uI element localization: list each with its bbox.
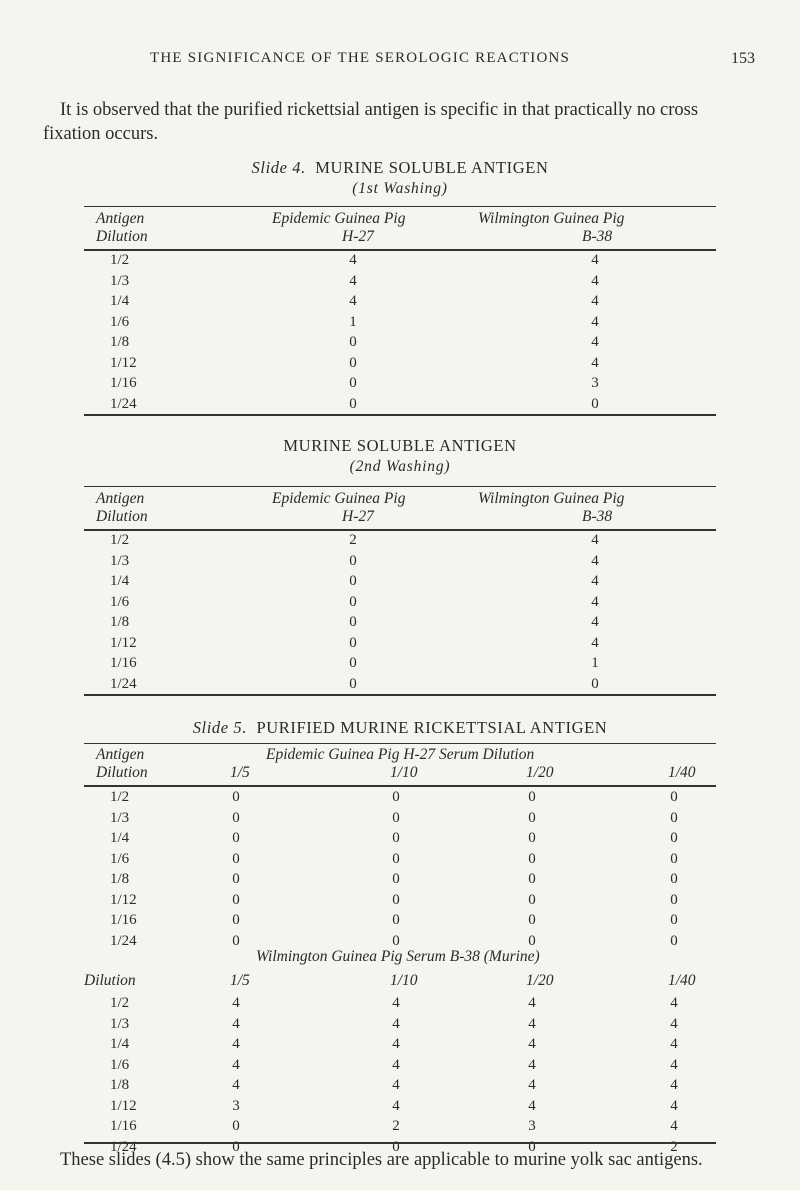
slide4-rule-bottom <box>84 414 716 416</box>
slide5-epidemic-value: 0 <box>392 932 400 949</box>
slide4b-dilution-2: 1/4 <box>110 573 130 589</box>
slide4-dilution-1: 1/3 <box>110 272 130 289</box>
slide4b-col-epidemic-id: H-27 <box>342 508 374 525</box>
slide5-epidemic-value: 0 <box>232 830 240 846</box>
slide5-wilmington-value: 4 <box>232 1077 240 1093</box>
slide4-wilmington-value: 4 <box>591 293 599 309</box>
slide4-dilution-6: 1/16 <box>110 375 137 391</box>
slide4b-wilmington-value: 4 <box>591 552 599 569</box>
slide5-wilmington-value: 0 <box>232 1138 240 1155</box>
slide4b-wilmington-value: 4 <box>591 614 599 630</box>
slide5-serum-dilution-b: 1/40 <box>668 972 696 989</box>
slide5-wilmington-value: 4 <box>232 1036 240 1052</box>
slide4b-epidemic-value: 0 <box>349 593 357 610</box>
slide5-epidemic-value: 0 <box>392 830 400 846</box>
slide5-serum-dilution-a: 1/10 <box>390 764 418 781</box>
slide4-dilution-3: 1/6 <box>110 313 130 330</box>
slide5-wilmington-value: 4 <box>392 1056 400 1073</box>
slide5-epidemic-value: 0 <box>670 912 678 928</box>
intro-paragraph: It is observed that the purified rickettsial antigen is specific in that practically no cross fixation occurs. <box>43 100 699 144</box>
slide5-epidemic-value: 0 <box>232 871 240 887</box>
slide5-epidemic-value: 0 <box>528 850 536 867</box>
slide4b-wilmington-value: 1 <box>591 655 599 671</box>
slide5-epidemic-value: 0 <box>392 912 400 928</box>
slide4b-title: MURINE SOLUBLE ANTIGEN <box>283 436 517 455</box>
slide4-dilution-2: 1/4 <box>110 293 130 309</box>
slide5-epidemic-value: 0 <box>670 850 678 867</box>
slide5-wilmington-value: 4 <box>670 1015 678 1032</box>
slide5-wilmington-value: 4 <box>392 1097 400 1114</box>
slide5-wilmington-heading: Wilmington Guinea Pig Serum B-38 (Murine) <box>256 948 540 965</box>
slide5-dilution-label: Dilution <box>84 972 136 989</box>
slide5-title-text: PURIFIED MURINE RICKETTSIAL ANTIGEN <box>256 718 608 737</box>
slide5-wilmington-dilution-7: 1/24 <box>110 1138 137 1155</box>
slide5-wilmington-dilution-4: 1/8 <box>110 1077 130 1093</box>
slide5-epidemic-value: 0 <box>232 809 240 826</box>
slide5-wilmington-value: 3 <box>232 1097 240 1114</box>
slide4b-wilmington-value: 4 <box>591 634 599 651</box>
slide4b-subtitle: (2nd Washing) <box>349 458 451 475</box>
slide4b-col-epidemic: Epidemic Guinea Pig <box>272 490 406 507</box>
slide5-serum-dilution-b: 1/5 <box>230 972 250 989</box>
slide4-epidemic-value: 4 <box>349 272 357 289</box>
slide4b-wilmington-value: 4 <box>591 593 599 610</box>
slide4b-col-wilmington: Wilmington Guinea Pig <box>478 490 625 507</box>
slide4-rule-mid <box>84 249 716 251</box>
slide5-epidemic-value: 0 <box>528 891 536 908</box>
slide4-dilution-7: 1/24 <box>110 395 137 412</box>
slide5-serum-dilution-a: 1/20 <box>526 764 554 781</box>
slide5-epidemic-value: 0 <box>232 932 240 949</box>
slide5-epidemic-value: 0 <box>528 912 536 928</box>
slide4b-epidemic-value: 0 <box>349 573 357 589</box>
slide5-wilmington-value: 4 <box>528 995 536 1011</box>
slide5-serum-dilution-b: 1/10 <box>390 972 418 989</box>
slide5-col-antigen: Antigen <box>96 746 145 763</box>
slide5-wilmington-value: 4 <box>670 1097 678 1114</box>
slide5-epidemic-value: 0 <box>232 789 240 805</box>
slide5-title <box>0 718 800 738</box>
slide5-epidemic-dilution-1: 1/3 <box>110 809 130 826</box>
slide5-wilmington-value: 2 <box>670 1138 678 1155</box>
closing-paragraph: These slides (4.5) show the same principles are applicable to murine yolk sac antigens. <box>60 1150 703 1170</box>
slide4-wilmington-value: 3 <box>591 375 599 391</box>
slide4-dilution-4: 1/8 <box>110 334 130 350</box>
slide5-epidemic-value: 0 <box>528 809 536 826</box>
slide5-wilmington-dilution-3: 1/6 <box>110 1056 130 1073</box>
slide4-dilution-5: 1/12 <box>110 354 137 371</box>
slide5-wilmington-dilution-6: 1/16 <box>110 1118 137 1134</box>
slide5-epidemic-value: 0 <box>528 789 536 805</box>
slide5-wilmington-value: 0 <box>392 1138 400 1155</box>
slide5-wilmington-dilution-2: 1/4 <box>110 1036 130 1052</box>
slide5-epidemic-dilution-3: 1/6 <box>110 850 130 867</box>
slide4-wilmington-value: 4 <box>591 334 599 350</box>
slide4b-dilution-3: 1/6 <box>110 593 130 610</box>
slide5-serum-dilution-a: 1/5 <box>230 764 250 781</box>
slide5-epidemic-dilution-6: 1/16 <box>110 912 137 928</box>
slide4b-epidemic-value: 0 <box>349 675 357 692</box>
slide5-rule-top <box>84 743 716 744</box>
slide4-title <box>0 158 800 178</box>
slide4b-epidemic-value: 0 <box>349 552 357 569</box>
slide4b-rule-bottom <box>84 694 716 696</box>
slide4-col-epidemic: Epidemic Guinea Pig <box>272 210 406 227</box>
slide4-col-wilmington-id: B-38 <box>582 228 613 245</box>
slide4-epidemic-value: 0 <box>349 334 357 350</box>
slide5-epidemic-value: 0 <box>232 891 240 908</box>
slide5-wilmington-value: 0 <box>528 1138 536 1155</box>
slide4-rule-top <box>84 206 716 207</box>
slide4-subtitle: (1st Washing) <box>352 180 448 197</box>
slide5-serum-dilution-a: 1/40 <box>668 764 696 781</box>
slide5-wilmington-value: 4 <box>392 1077 400 1093</box>
slide5-epidemic-value: 0 <box>392 891 400 908</box>
slide4-dilution-0: 1/2 <box>110 252 130 268</box>
slide4-epidemic-value: 4 <box>349 293 357 309</box>
slide5-wilmington-dilution-1: 1/3 <box>110 1015 130 1032</box>
slide5-epidemic-heading: Epidemic Guinea Pig H-27 Serum Dilution <box>266 746 535 763</box>
slide5-wilmington-value: 4 <box>528 1036 536 1052</box>
slide4-epidemic-value: 0 <box>349 395 357 412</box>
slide5-rule-bottom <box>84 1142 716 1144</box>
slide5-epidemic-value: 0 <box>670 891 678 908</box>
slide5-wilmington-value: 4 <box>232 1015 240 1032</box>
slide5-wilmington-value: 4 <box>670 1036 678 1052</box>
slide4-col-epidemic-id: H-27 <box>342 228 374 245</box>
slide4b-dilution-1: 1/3 <box>110 552 130 569</box>
slide4b-dilution-6: 1/16 <box>110 655 137 671</box>
slide4-col-wilmington: Wilmington Guinea Pig <box>478 210 625 227</box>
slide5-wilmington-dilution-0: 1/2 <box>110 995 130 1011</box>
slide4-epidemic-value: 1 <box>349 313 357 330</box>
slide5-wilmington-value: 4 <box>392 995 400 1011</box>
slide5-epidemic-value: 0 <box>528 830 536 846</box>
slide4b-col-wilmington-id: B-38 <box>582 508 613 525</box>
slide5-wilmington-value: 2 <box>392 1118 400 1134</box>
slide4b-rule-mid <box>84 529 716 531</box>
slide4-label: Slide 4. <box>251 158 306 177</box>
slide5-epidemic-value: 0 <box>528 932 536 949</box>
slide5-epidemic-value: 0 <box>232 912 240 928</box>
slide4-epidemic-value: 0 <box>349 354 357 371</box>
slide4b-dilution-5: 1/12 <box>110 634 137 651</box>
page-number: 153 <box>731 50 755 67</box>
slide5-epidemic-value: 0 <box>528 871 536 887</box>
slide5-serum-dilution-b: 1/20 <box>526 972 554 989</box>
slide4b-dilution-0: 1/2 <box>110 532 130 548</box>
slide5-epidemic-dilution-4: 1/8 <box>110 871 130 887</box>
slide5-rule-mid <box>84 785 716 787</box>
slide4b-epidemic-value: 2 <box>349 532 357 548</box>
slide5-epidemic-value: 0 <box>392 871 400 887</box>
running-head-title: THE SIGNIFICANCE OF THE SEROLOGIC REACTIONS <box>150 50 571 66</box>
slide5-wilmington-value: 4 <box>528 1015 536 1032</box>
slide5-col-dilution: Dilution <box>96 764 148 781</box>
slide4-wilmington-value: 4 <box>591 272 599 289</box>
slide4b-col-antigen: Antigen <box>96 490 145 507</box>
slide5-epidemic-dilution-2: 1/4 <box>110 830 130 846</box>
slide5-epidemic-dilution-0: 1/2 <box>110 789 130 805</box>
slide4-col-dilution: Dilution <box>96 228 148 245</box>
slide4b-wilmington-value: 4 <box>591 532 599 548</box>
slide5-epidemic-dilution-7: 1/24 <box>110 932 137 949</box>
slide5-label: Slide 5. <box>192 718 247 737</box>
slide4b-epidemic-value: 0 <box>349 655 357 671</box>
slide5-epidemic-value: 0 <box>232 850 240 867</box>
slide5-epidemic-dilution-5: 1/12 <box>110 891 137 908</box>
slide5-epidemic-value: 0 <box>670 871 678 887</box>
slide4-wilmington-value: 4 <box>591 313 599 330</box>
slide5-epidemic-value: 0 <box>670 830 678 846</box>
slide5-epidemic-value: 0 <box>392 809 400 826</box>
slide5-wilmington-value: 4 <box>670 1077 678 1093</box>
slide4b-dilution-4: 1/8 <box>110 614 130 630</box>
slide5-wilmington-value: 3 <box>528 1118 536 1134</box>
slide5-wilmington-value: 4 <box>670 1056 678 1073</box>
slide5-wilmington-value: 4 <box>392 1015 400 1032</box>
slide5-wilmington-value: 4 <box>232 1056 240 1073</box>
slide4b-dilution-7: 1/24 <box>110 675 137 692</box>
slide5-epidemic-value: 0 <box>670 789 678 805</box>
slide5-wilmington-value: 4 <box>670 1118 678 1134</box>
slide5-wilmington-value: 4 <box>528 1097 536 1114</box>
slide4-col-antigen: Antigen <box>96 210 145 227</box>
slide5-wilmington-value: 4 <box>232 995 240 1011</box>
slide4b-epidemic-value: 0 <box>349 634 357 651</box>
slide5-epidemic-value: 0 <box>670 809 678 826</box>
slide5-wilmington-value: 4 <box>392 1036 400 1052</box>
slide4-epidemic-value: 0 <box>349 375 357 391</box>
slide4-epidemic-value: 4 <box>349 252 357 268</box>
slide4b-wilmington-value: 0 <box>591 675 599 692</box>
slide4-wilmington-value: 4 <box>591 252 599 268</box>
slide4b-epidemic-value: 0 <box>349 614 357 630</box>
slide5-epidemic-value: 0 <box>392 789 400 805</box>
slide5-epidemic-value: 0 <box>392 850 400 867</box>
slide5-wilmington-value: 0 <box>232 1118 240 1134</box>
slide4-wilmington-value: 0 <box>591 395 599 412</box>
slide5-epidemic-value: 0 <box>670 932 678 949</box>
slide5-wilmington-dilution-5: 1/12 <box>110 1097 137 1114</box>
slide4b-rule-top <box>84 486 716 487</box>
slide4b-col-dilution: Dilution <box>96 508 148 525</box>
slide4-wilmington-value: 4 <box>591 354 599 371</box>
slide5-wilmington-value: 4 <box>528 1056 536 1073</box>
slide4-title-text: MURINE SOLUBLE ANTIGEN <box>315 158 549 177</box>
slide5-wilmington-value: 4 <box>528 1077 536 1093</box>
slide4b-wilmington-value: 4 <box>591 573 599 589</box>
slide5-wilmington-value: 4 <box>670 995 678 1011</box>
